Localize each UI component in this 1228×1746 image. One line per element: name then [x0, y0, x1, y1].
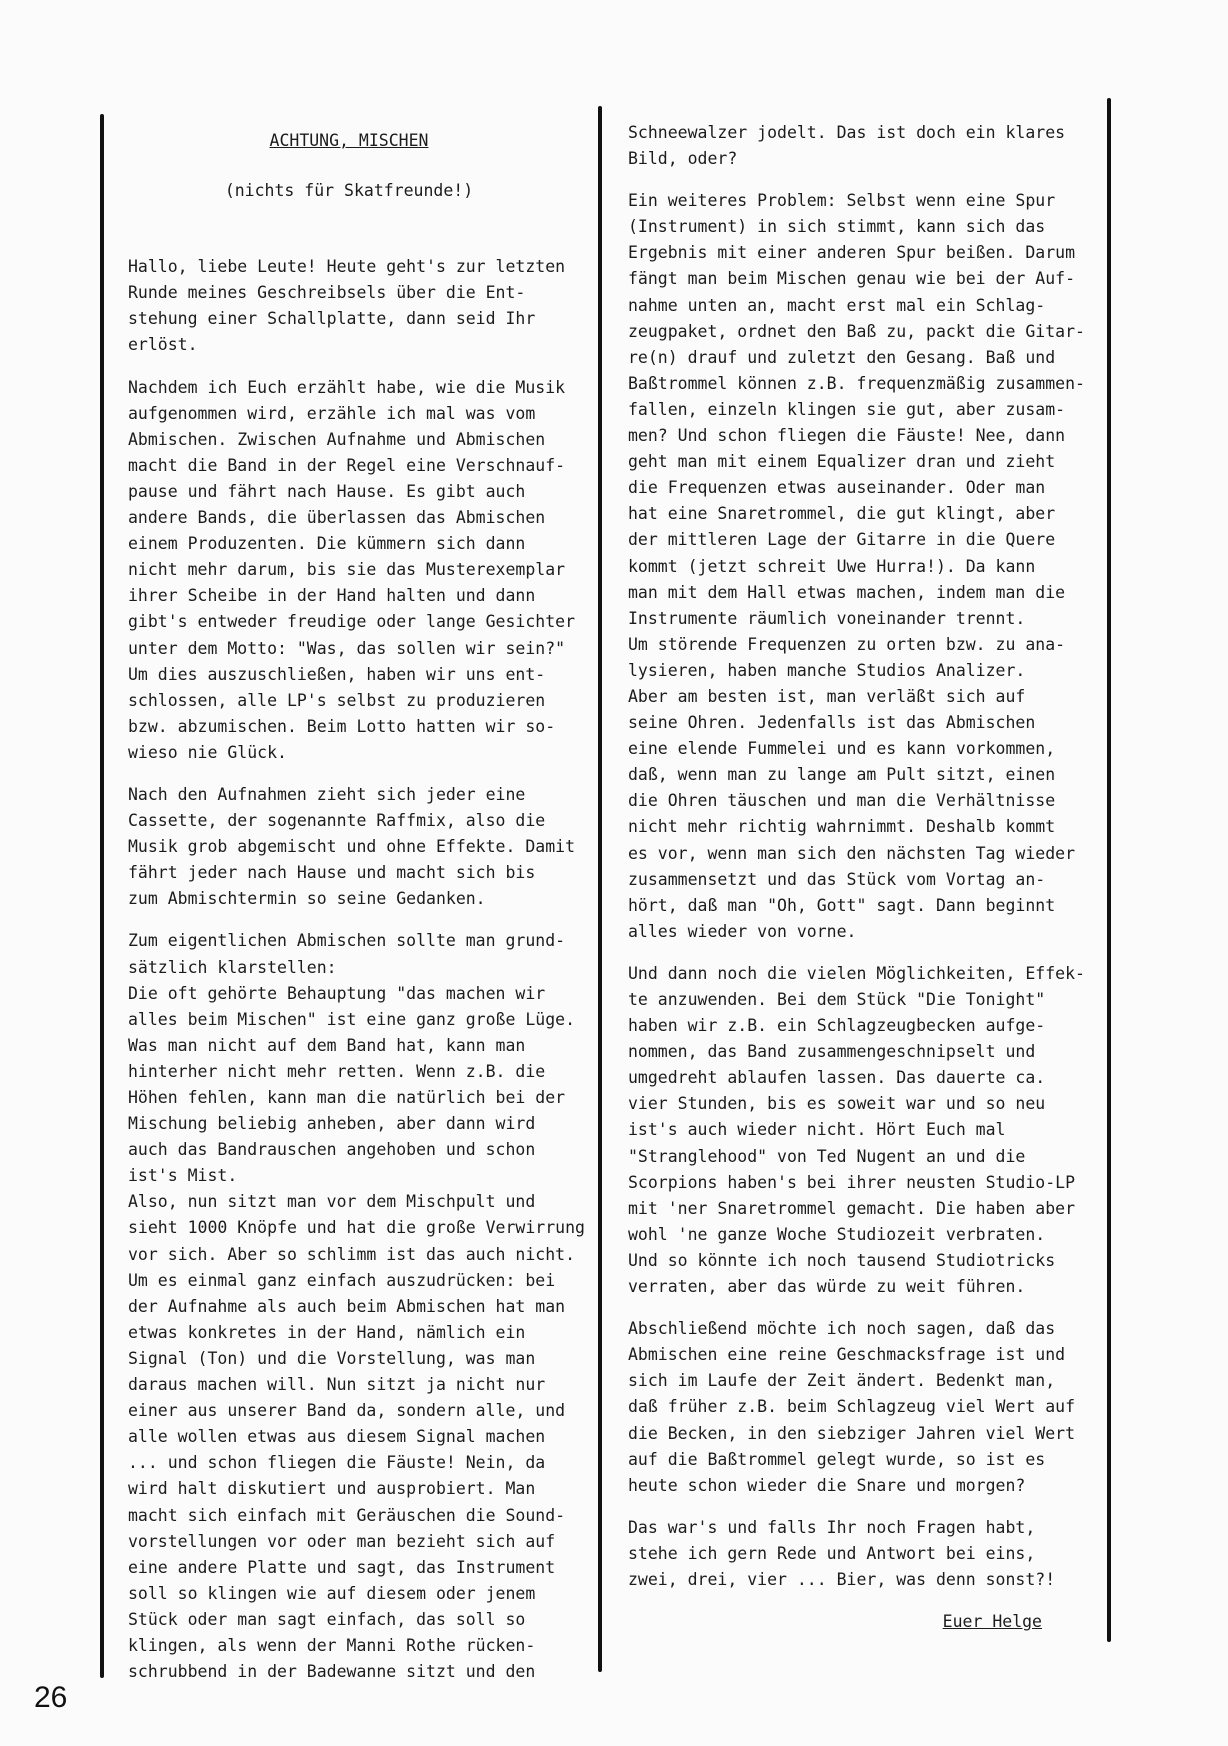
text-line: fallen, einzeln klingen sie gut, aber zusam-	[628, 399, 1066, 419]
text-line: Cassette, der sogenannte Raffmix, also die	[128, 811, 546, 831]
text-line: kommt (jetzt schreit Uwe Hurra!). Da kann	[628, 556, 1036, 576]
text-line: es vor, wenn man sich den nächsten Tag wieder	[628, 843, 1076, 863]
text-line: verraten, aber das würde zu weit führen.	[628, 1277, 1026, 1297]
text-line: eine elende Fummelei und es kann vorkommen,	[628, 739, 1056, 759]
text-line: (Instrument) in sich stimmt, kann sich das	[628, 217, 1046, 237]
text-line: erlöst.	[128, 335, 198, 355]
text-line: unter dem Motto: "Was, das sollen wir sein?"	[128, 638, 566, 658]
text-line: Was man nicht auf dem Band hat, kann man	[128, 1035, 526, 1055]
text-line: andere Bands, die überlassen das Abmischen	[128, 508, 546, 528]
text-line: zusammensetzt und das Stück vom Vortag an-	[628, 869, 1046, 889]
text-line: Bild, oder?	[628, 149, 738, 169]
text-line: zwei, drei, vier ... Bier, was denn sonst?!	[628, 1569, 1056, 1589]
text-line: Höhen fehlen, kann man die natürlich bei der	[128, 1088, 566, 1107]
right-column	[628, 120, 1088, 1635]
text-line: stehung einer Schallplatte, dann seid Ihr	[128, 309, 536, 329]
text-line: men? Und schon fliegen die Fäuste! Nee, dann	[628, 426, 1066, 446]
signature: Euer Helge	[942, 1612, 1042, 1632]
text-line: der Aufnahme als auch beim Abmischen hat man	[128, 1296, 566, 1316]
text-line: Abmischen eine reine Geschmacksfrage ist und	[628, 1345, 1066, 1365]
text-line: gibt's entweder freudige oder lange Gesichter	[128, 612, 576, 632]
text-line: daß, wenn man zu lange am Pult sitzt, einen	[628, 765, 1056, 785]
text-line: zum Abmischtermin so seine Gedanken.	[128, 889, 486, 909]
text-line: nicht mehr richtig wahrnimmt. Deshalb kommt	[628, 817, 1056, 837]
text-line: Mischung beliebig anheben, aber dann wird	[128, 1114, 536, 1134]
text-line: Nachdem ich Euch erzählt habe, wie die Musik	[128, 377, 566, 397]
text-line: zeugpaket, ordnet den Baß zu, packt die Gitar-	[628, 321, 1085, 341]
text-line: umgedreht ablaufen lassen. Das dauerte ca.	[628, 1068, 1046, 1088]
text-line: wohl 'ne ganze Woche Studiozeit verbraten.	[628, 1224, 1046, 1244]
text-line: Abmischen. Zwischen Aufnahme und Abmischen	[128, 429, 546, 449]
text-line: Instrumente räumlich voneinander trennt.	[628, 608, 1026, 628]
article-title: ACHTUNG, MISCHEN	[269, 131, 429, 150]
text-line: die Frequenzen etwas auseinander. Oder man	[628, 478, 1046, 498]
text-line: etwas konkretes in der Hand, nämlich ein	[128, 1322, 526, 1342]
left-column-body	[128, 254, 585, 1685]
text-line: Und so könnte ich noch tausend Studiotricks	[628, 1250, 1056, 1270]
text-line: Schneewalzer jodelt. Das ist doch ein klares	[628, 123, 1066, 142]
text-line: re(n) drauf und zuletzt den Gesang. Baß und	[628, 347, 1056, 367]
paragraph	[628, 1316, 1088, 1499]
text-line: Hallo, liebe Leute! Heute geht's zur letzten	[128, 257, 566, 277]
text-line: ihrer Scheibe in der Hand halten und dann	[128, 586, 536, 606]
paragraph	[128, 254, 570, 358]
text-line: macht sich einfach mit Geräuschen die Sound-	[128, 1505, 566, 1525]
text-line: Runde meines Geschreibsels über die Ent-	[128, 283, 526, 303]
text-line: Die oft gehörte Behauptung "das machen wir	[128, 983, 546, 1003]
text-line: Ergebnis mit einer anderen Spur beißen. Darum	[628, 243, 1076, 263]
left-column-rule	[100, 114, 104, 1678]
text-line: Scorpions haben's bei ihrer neusten Studio-LP	[628, 1172, 1076, 1192]
text-line: daß früher z.B. beim Schlagzeug viel Wert auf	[628, 1397, 1076, 1417]
text-line: seine Ohren. Jedenfalls ist das Abmischen	[628, 713, 1036, 733]
text-line: schlossen, alle LP's selbst zu produzieren	[128, 690, 546, 710]
text-line: macht die Band in der Regel eine Verschnauf-	[128, 455, 566, 475]
text-line: schrubbend in der Badewanne sitzt und den	[128, 1662, 536, 1682]
text-line: die Ohren täuschen und man die Verhältnisse	[628, 791, 1056, 811]
text-line: vor sich. Aber so schlimm ist das auch nicht.	[128, 1244, 576, 1264]
paragraph	[128, 928, 585, 1685]
text-line: Um störende Frequenzen zu orten bzw. zu ana-	[628, 634, 1066, 654]
text-line: aufgenommen wird, erzähle ich mal was vom	[128, 403, 536, 423]
paragraph	[128, 782, 576, 912]
text-line: klingen, als wenn der Manni Rothe rücken-	[128, 1635, 536, 1655]
text-line: "Stranglehood" von Ted Nugent an und die	[628, 1146, 1026, 1166]
text-line: der mittleren Lage der Gitarre in die Quere	[628, 530, 1056, 550]
text-line: ... und schon fliegen die Fäuste! Nein, da	[128, 1453, 546, 1473]
text-line: Musik grob abgemischt und ohne Effekte. Damit	[128, 837, 576, 857]
text-line: Nach den Aufnahmen zieht sich jeder eine	[128, 784, 526, 804]
article-subtitle: (nichts für Skatfreunde!)	[224, 181, 474, 201]
paragraph	[628, 1515, 1088, 1593]
text-line: lysieren, haben manche Studios Analizer.	[628, 660, 1026, 680]
text-line: nommen, das Band zusammengeschnipselt und	[628, 1042, 1036, 1062]
text-line: hört, daß man "Oh, Gott" sagt. Dann beginnt	[628, 895, 1056, 915]
text-line: Zum eigentlichen Abmischen sollte man grund-	[128, 931, 566, 951]
text-line: Um dies auszuschließen, haben wir uns ent-	[128, 664, 546, 684]
text-line: nicht mehr darum, bis sie das Musterexemplar	[128, 560, 566, 580]
text-line: alles wieder von vorne.	[628, 921, 857, 941]
text-line: sieht 1000 Knöpfe und hat die große Verwirrung	[128, 1218, 585, 1238]
page-number: 26	[34, 1681, 68, 1714]
right-column-body	[628, 120, 1088, 1593]
text-line: eine andere Platte und sagt, das Instrument	[128, 1557, 556, 1577]
paragraph	[128, 375, 576, 766]
right-column-rule	[1107, 98, 1111, 1642]
text-line: soll so klingen wie auf diesem oder jenem	[128, 1583, 536, 1603]
paragraph	[628, 961, 1088, 1300]
text-line: fährt jeder nach Hause und macht sich bis	[128, 863, 536, 883]
text-line: Ein weiteres Problem: Selbst wenn eine Spur	[628, 191, 1056, 211]
text-line: sich im Laufe der Zeit ändert. Bedenkt man,	[628, 1371, 1056, 1391]
text-line: Signal (Ton) und die Vorstellung, was man	[128, 1348, 536, 1368]
left-column	[128, 120, 585, 1701]
paragraph	[628, 120, 1088, 172]
text-line: te anzuwenden. Bei dem Stück "Die Tonight"	[628, 990, 1046, 1009]
text-line: haben wir z.B. ein Schlagzeugbecken aufge-	[628, 1016, 1046, 1036]
text-line: wieso nie Glück.	[128, 742, 287, 762]
text-line: die Becken, in den siebziger Jahren viel Wert	[628, 1423, 1076, 1443]
text-line: stehe ich gern Rede und Antwort bei eins,	[628, 1543, 1036, 1563]
text-line: ist's Mist.	[128, 1166, 238, 1186]
text-line: Um es einmal ganz einfach auszudrücken: bei	[128, 1270, 556, 1290]
text-line: Das war's und falls Ihr noch Fragen habt,	[628, 1517, 1036, 1537]
text-line: Abschließend möchte ich noch sagen, daß das	[628, 1319, 1056, 1339]
text-line: nahme unten an, macht erst mal ein Schlag-	[628, 295, 1046, 315]
text-line: Baßtrommel können z.B. frequenzmäßig zusammen-	[628, 373, 1085, 393]
text-line: auch das Bandrauschen angehoben und schon	[128, 1140, 536, 1160]
text-line: Und dann noch die vielen Möglichkeiten, Effek-	[628, 963, 1085, 983]
text-line: man mit dem Hall etwas machen, indem man die	[628, 582, 1066, 602]
text-line: vorstellungen vor oder man bezieht sich auf	[128, 1531, 556, 1551]
text-line: heute schon wieder die Snare und morgen?	[628, 1475, 1026, 1495]
text-line: einem Produzenten. Die kümmern sich dann	[128, 534, 526, 554]
text-line: bzw. abzumischen. Beim Lotto hatten wir so-	[128, 716, 556, 736]
text-line: sätzlich klarstellen:	[128, 957, 337, 977]
text-line: daraus machen will. Nun sitzt ja nicht nur	[128, 1375, 546, 1395]
text-line: Stück oder man sagt einfach, das soll so	[128, 1609, 526, 1629]
text-line: einer aus unserer Band da, sondern alle, und	[128, 1401, 566, 1421]
text-line: geht man mit einem Equalizer dran und zieht	[628, 452, 1056, 472]
text-line: hinterher nicht mehr retten. Wenn z.B. die	[128, 1061, 546, 1081]
text-line: alle wollen etwas aus diesem Signal machen	[128, 1427, 546, 1447]
text-line: pause und fährt nach Hause. Es gibt auch	[128, 481, 526, 501]
text-line: ist's auch wieder nicht. Hört Euch mal	[628, 1120, 1006, 1140]
text-line: hat eine Snaretrommel, die gut klingt, aber	[628, 504, 1056, 524]
text-line: vier Stunden, bis es soweit war und so neu	[628, 1094, 1046, 1114]
text-line: auf die Baßtrommel gelegt wurde, so ist es	[628, 1449, 1046, 1469]
text-line: alles beim Mischen" ist eine ganz große Lüge.	[128, 1009, 576, 1029]
paragraph	[628, 188, 1088, 945]
middle-column-rule	[598, 106, 602, 1672]
text-line: fängt man beim Mischen genau wie bei der Auf-	[628, 269, 1076, 289]
text-line: wird halt diskutiert und ausprobiert. Man	[128, 1479, 536, 1499]
text-line: Aber am besten ist, man verläßt sich auf	[628, 686, 1026, 706]
text-line: Also, nun sitzt man vor dem Mischpult und	[128, 1192, 536, 1212]
text-line: mit 'ner Snaretrommel gemacht. Die haben aber	[628, 1198, 1076, 1218]
